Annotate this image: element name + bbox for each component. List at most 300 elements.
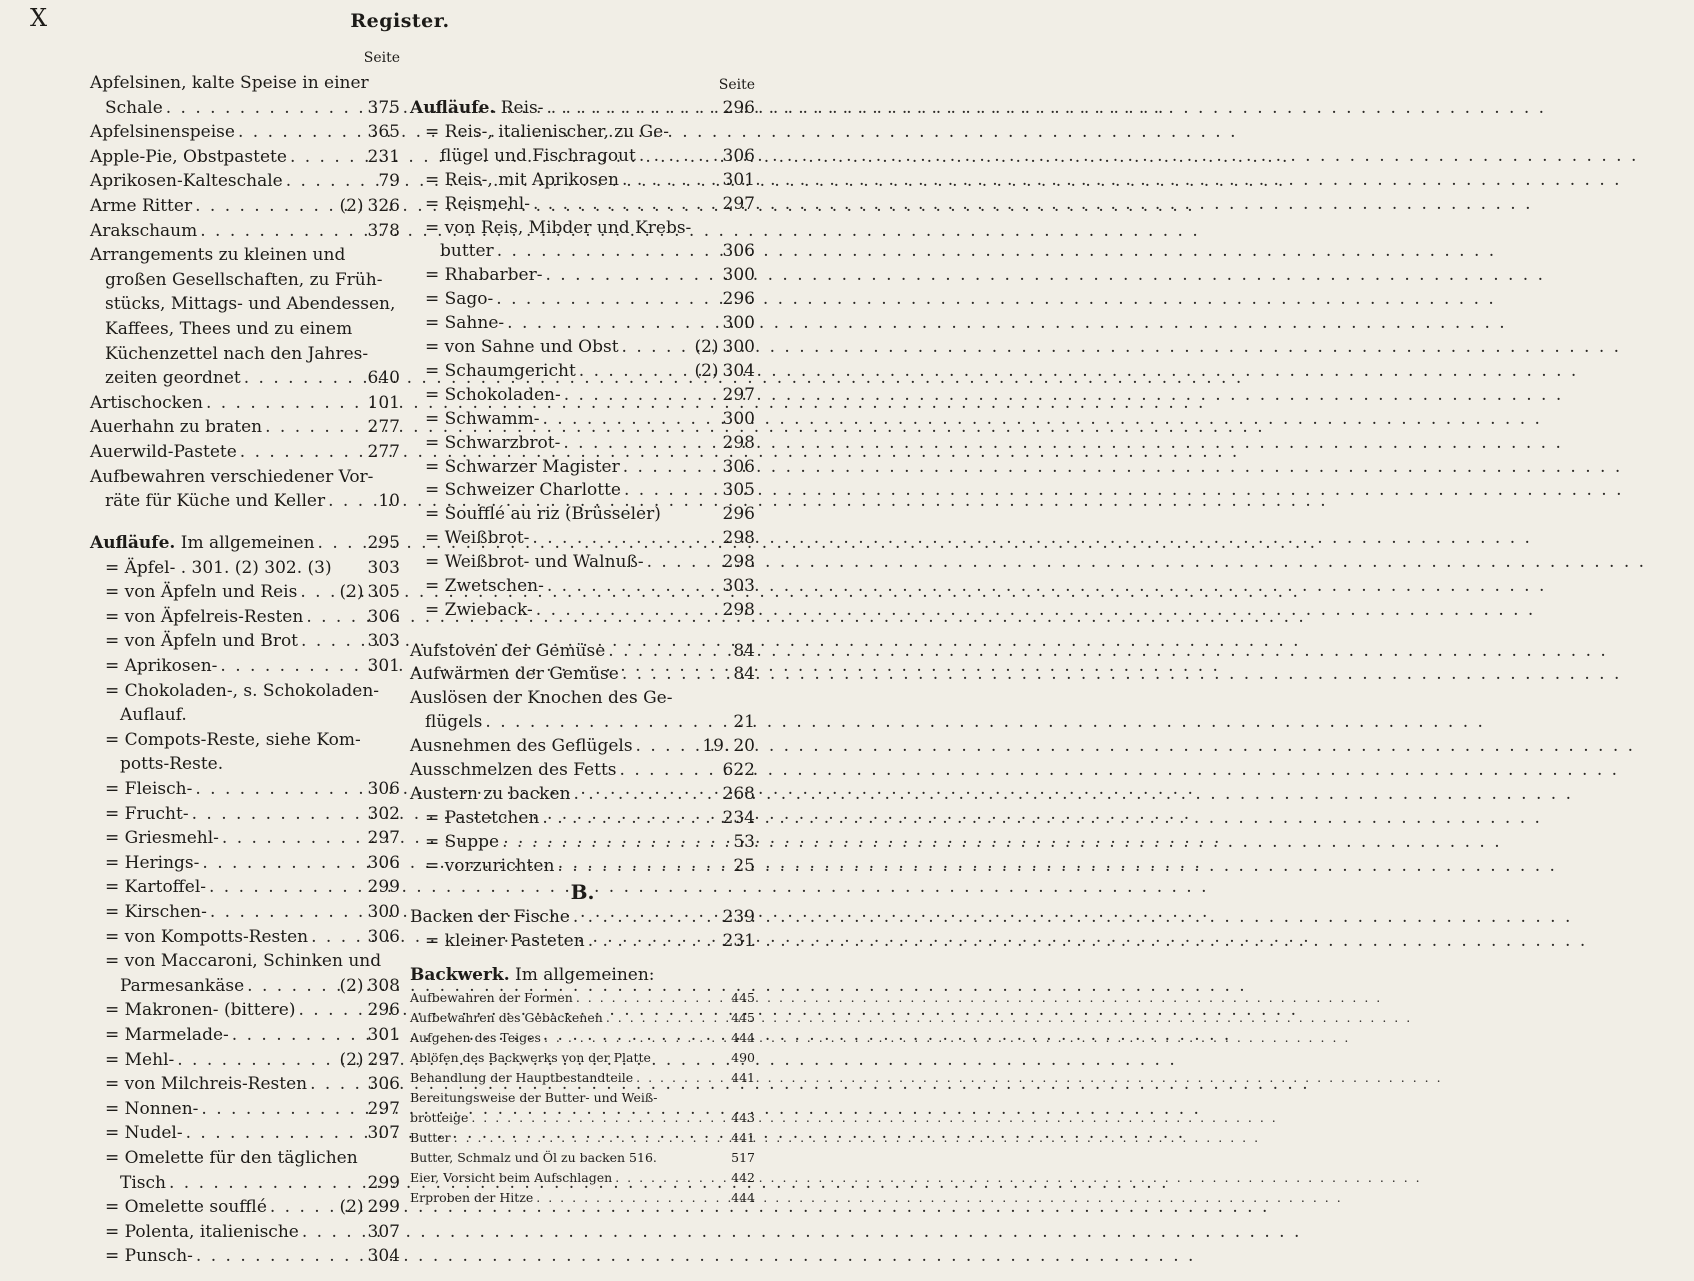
page-number: 365 bbox=[367, 122, 400, 143]
dot-leader bbox=[195, 777, 364, 802]
page-number: 20 bbox=[733, 736, 755, 757]
dot-leader bbox=[636, 735, 700, 759]
page-number: 302 bbox=[367, 803, 400, 824]
entry-text: = Weißbrot- und Walnuß- bbox=[425, 552, 644, 573]
entry-text: Apfelsinen, kalte Speise in einer bbox=[90, 73, 369, 93]
page-number: 53 bbox=[733, 831, 755, 852]
index-entry bbox=[90, 826, 400, 851]
page-number: 640 bbox=[367, 368, 400, 389]
index-entry bbox=[90, 679, 400, 704]
entry-text: = Chokoladen-, s. Schokoladen- bbox=[105, 680, 380, 701]
index-entry bbox=[410, 640, 755, 664]
page-number: 300 bbox=[722, 313, 755, 334]
dot-leader bbox=[166, 96, 365, 121]
dot-leader bbox=[222, 826, 365, 851]
page-number: 84 bbox=[733, 640, 755, 661]
entry-text: stücks, Mittags- und Abendessen, bbox=[105, 294, 396, 315]
index-entry bbox=[90, 1121, 400, 1146]
index-entry bbox=[90, 71, 400, 96]
index-entry bbox=[90, 292, 400, 317]
entry-text: = von Sahne und Obst bbox=[425, 337, 619, 357]
entry-text: = Schweizer Charlotte bbox=[425, 480, 621, 501]
dot-leader bbox=[636, 1068, 728, 1088]
dot-leader bbox=[265, 415, 364, 440]
entry-text: Arme Ritter bbox=[90, 196, 193, 216]
dot-leader bbox=[220, 654, 364, 679]
entry-text: = Pastetchen bbox=[425, 807, 540, 828]
entry-text: = Reismehl- bbox=[425, 193, 530, 214]
page-number: 277 bbox=[367, 417, 400, 438]
page-column-heading: Seite bbox=[718, 77, 755, 93]
page-number: 308 bbox=[367, 975, 400, 996]
dot-leader bbox=[302, 1220, 365, 1245]
dot-leader bbox=[576, 988, 728, 1008]
register-page bbox=[0, 0, 800, 1281]
page-number: 299 bbox=[367, 877, 400, 898]
page-number: 306 bbox=[722, 241, 755, 262]
index-entry bbox=[90, 1195, 400, 1220]
dot-leader bbox=[544, 1028, 728, 1048]
page-number: 299 bbox=[367, 1197, 400, 1218]
entry-text: Aprikosen-Kalteschale bbox=[90, 171, 283, 192]
entry-subtext: Im allgemeinen: bbox=[509, 964, 655, 985]
index-entry bbox=[410, 336, 755, 360]
index-entry bbox=[90, 998, 400, 1023]
index-entry bbox=[410, 988, 755, 1008]
index-entry bbox=[90, 875, 400, 900]
index-entry bbox=[410, 575, 755, 599]
entry-heading: Aufläufe. bbox=[90, 533, 176, 554]
dot-leader bbox=[564, 384, 720, 408]
entry-text: Kaffees, Thees und zu einem bbox=[105, 319, 353, 339]
entry-text: = Soufflé au riz (Brüsseler) bbox=[425, 504, 661, 525]
entry-text: = von Äpfelreis-Resten bbox=[105, 606, 304, 627]
index-entry bbox=[410, 663, 755, 687]
entry-text: Aufgehen des Teiges bbox=[410, 1029, 541, 1045]
index-entry bbox=[90, 1072, 400, 1097]
entry-text: = von Kompotts-Resten bbox=[105, 926, 309, 947]
dot-leader bbox=[192, 802, 365, 827]
page-number: 231 bbox=[722, 931, 755, 952]
dot-leader bbox=[301, 629, 365, 654]
dot-leader bbox=[507, 312, 719, 336]
entry-text: Behandlung der Hauptbestandteile bbox=[410, 1069, 634, 1085]
page-number: 297 bbox=[367, 1049, 400, 1070]
dot-leader bbox=[196, 1244, 365, 1269]
page-number: 445 bbox=[731, 989, 755, 1005]
index-entry bbox=[410, 930, 755, 954]
entry-note: (2) bbox=[339, 196, 364, 216]
entry-text: brotteige bbox=[410, 1109, 469, 1125]
entry-text: Butter bbox=[410, 1129, 451, 1145]
index-entry bbox=[90, 1171, 400, 1196]
page-number: 441 bbox=[731, 1069, 755, 1085]
page-number: 306 bbox=[722, 456, 755, 477]
index-entry bbox=[90, 219, 400, 244]
index-entry bbox=[90, 949, 400, 974]
index-entry bbox=[90, 974, 400, 999]
entry-text: = Kirschen- bbox=[105, 902, 207, 923]
page-number: 295 bbox=[367, 533, 400, 554]
dot-leader bbox=[318, 531, 365, 556]
entry-text: = Suppe bbox=[425, 831, 500, 852]
entry-text: = Fleisch- bbox=[105, 779, 193, 800]
page-number: 303 bbox=[367, 631, 400, 652]
page-number: 444 bbox=[731, 1029, 755, 1045]
dot-leader bbox=[502, 831, 730, 855]
entry-text: = Sago- bbox=[425, 289, 494, 310]
dot-leader bbox=[232, 1023, 365, 1048]
page-number: 326 bbox=[367, 196, 400, 216]
index-entry bbox=[90, 1097, 400, 1122]
dot-leader bbox=[169, 1171, 365, 1196]
dot-leader bbox=[557, 855, 730, 879]
index-entry bbox=[90, 489, 400, 514]
entry-text: = Omelette soufflé bbox=[105, 1197, 267, 1218]
page-number: 301 bbox=[367, 1025, 400, 1046]
page-number: 378 bbox=[367, 220, 400, 241]
entry-text: = Compots-Reste, siehe Kom- bbox=[105, 729, 361, 750]
entry-text: Parmesankäse bbox=[120, 975, 245, 996]
index-entry bbox=[410, 288, 755, 312]
index-entry bbox=[410, 432, 755, 456]
entry-text: = Punsch- bbox=[105, 1246, 193, 1267]
index-entry bbox=[90, 654, 400, 679]
dot-leader bbox=[497, 240, 720, 264]
index-entry bbox=[90, 317, 400, 342]
page-number: 231 bbox=[367, 146, 400, 167]
dot-leader bbox=[639, 145, 720, 169]
page-number: 297 bbox=[722, 384, 755, 405]
page-number: 84 bbox=[733, 664, 755, 685]
entry-text: = Sahne- bbox=[425, 313, 505, 334]
dot-leader bbox=[328, 489, 375, 514]
index-entry bbox=[410, 1128, 755, 1148]
index-entry bbox=[90, 703, 400, 728]
entry-heading: Aufläufe. bbox=[410, 98, 496, 118]
dot-leader bbox=[623, 456, 720, 480]
dot-leader bbox=[471, 1108, 728, 1128]
index-entry bbox=[410, 193, 755, 217]
dot-leader bbox=[206, 391, 365, 416]
entry-text: = Zwieback- bbox=[425, 599, 533, 620]
page-number: 296 bbox=[367, 1000, 400, 1021]
dot-leader bbox=[238, 120, 365, 145]
page-number: 79 bbox=[378, 171, 400, 192]
entry-text: = Polenta, italienische bbox=[105, 1221, 299, 1242]
entry-text: = Marmelade- bbox=[105, 1025, 229, 1046]
page-number: 306 bbox=[367, 779, 400, 800]
index-entry bbox=[410, 711, 755, 735]
page-number: 296 bbox=[722, 98, 755, 118]
index-entry bbox=[410, 735, 755, 759]
page-number: 101 bbox=[367, 392, 400, 413]
index-entry bbox=[90, 605, 400, 630]
page-number: 303 bbox=[367, 557, 400, 578]
index-entry bbox=[410, 687, 755, 711]
index-entry bbox=[90, 802, 400, 827]
dot-leader bbox=[546, 264, 720, 288]
index-entry bbox=[410, 855, 755, 879]
entry-text: Butter, Schmalz und Öl zu backen 516. bbox=[410, 1149, 657, 1165]
entry-note: (2) bbox=[339, 975, 364, 996]
index-entry bbox=[90, 728, 400, 753]
index-entry bbox=[90, 1244, 400, 1269]
entry-text: = Reis-, mit Aprikosen bbox=[425, 169, 620, 190]
page-number: 296 bbox=[722, 289, 755, 310]
index-entry bbox=[410, 783, 755, 807]
entry-text: Auerwild-Pastete bbox=[90, 442, 237, 462]
page-number: 307 bbox=[367, 1221, 400, 1242]
section-letter: B. bbox=[570, 879, 595, 904]
index-entry bbox=[410, 759, 755, 783]
page-number: 303 bbox=[722, 576, 755, 596]
page-number: 306 bbox=[367, 852, 400, 873]
dot-leader bbox=[532, 527, 719, 551]
entry-text: großen Gesellschaften, zu Früh- bbox=[105, 269, 383, 290]
index-entry bbox=[90, 629, 400, 654]
dot-leader bbox=[247, 974, 336, 999]
page-number: 301 bbox=[367, 656, 400, 677]
dot-leader bbox=[298, 998, 364, 1023]
dot-leader bbox=[536, 1188, 728, 1208]
index-entry bbox=[90, 900, 400, 925]
page-number: 622 bbox=[722, 760, 755, 781]
entry-text: = von Milchreis-Resten bbox=[105, 1074, 308, 1095]
index-entry bbox=[410, 456, 755, 480]
entry-heading: Backwerk. bbox=[410, 964, 510, 985]
entry-text: Aufbewahren der Formen bbox=[410, 989, 573, 1005]
entry-text: = Schokoladen- bbox=[425, 384, 561, 405]
page-number: 297 bbox=[722, 193, 755, 214]
index-entry bbox=[90, 268, 400, 293]
dot-leader bbox=[573, 906, 720, 930]
page-number: 297 bbox=[367, 828, 400, 849]
page-number: 239 bbox=[722, 907, 755, 928]
page-number: 305 bbox=[722, 480, 755, 501]
dot-leader bbox=[547, 575, 720, 599]
page-number: 268 bbox=[722, 783, 755, 804]
dot-leader bbox=[496, 288, 719, 312]
page-number: 305 bbox=[367, 582, 400, 603]
page-number: 21 bbox=[733, 712, 755, 733]
index-entry bbox=[90, 1023, 400, 1048]
entry-text: = kleiner Pasteten bbox=[425, 931, 585, 952]
index-entry bbox=[410, 264, 755, 288]
page-number: 296 bbox=[722, 504, 755, 525]
page-number: 300 bbox=[367, 902, 400, 923]
dot-leader bbox=[573, 783, 719, 807]
index-entry bbox=[410, 479, 755, 503]
entry-text bbox=[90, 531, 315, 556]
index-entry bbox=[410, 1048, 755, 1068]
entry-text: Artischocken bbox=[90, 392, 203, 413]
dot-leader bbox=[270, 1195, 337, 1220]
page-number: 441 bbox=[731, 1129, 755, 1145]
page-number: 375 bbox=[367, 97, 400, 118]
entry-text: Ausnehmen des Geflügels bbox=[410, 736, 633, 757]
entry-text: räte für Küche und Keller bbox=[105, 491, 326, 512]
index-entry bbox=[90, 243, 400, 268]
dot-leader bbox=[310, 1072, 364, 1097]
page-number: 306 bbox=[367, 1074, 400, 1095]
dot-leader bbox=[620, 759, 720, 783]
dot-leader bbox=[195, 194, 336, 219]
index-entry bbox=[410, 906, 755, 930]
entry-text: Backen der Fische bbox=[410, 907, 570, 928]
page-number: 306 bbox=[367, 926, 400, 947]
entry-note: (2) bbox=[339, 1049, 364, 1070]
index-entry bbox=[410, 97, 755, 121]
dot-leader bbox=[177, 1048, 336, 1073]
page-number: 10 bbox=[378, 491, 400, 512]
page-title: Register. bbox=[350, 10, 450, 32]
entry-note: (2) bbox=[694, 360, 719, 381]
entry-text: = Nudel- bbox=[105, 1123, 183, 1144]
entry-note: (2) bbox=[339, 1197, 364, 1218]
entry-text: Aufstoven der Gemüse bbox=[410, 640, 606, 661]
page-number: 298 bbox=[722, 599, 755, 620]
index-entry bbox=[90, 96, 400, 121]
entry-text: Aufbewahren des Gebackenen bbox=[410, 1009, 603, 1025]
index-entry bbox=[90, 752, 400, 777]
index-entry bbox=[410, 807, 755, 831]
entry-text: = Zwetschen- bbox=[425, 576, 544, 596]
index-entry bbox=[410, 1188, 755, 1208]
page-number: 301 bbox=[722, 169, 755, 190]
page-number: 307 bbox=[367, 1123, 400, 1144]
dot-leader bbox=[622, 336, 692, 360]
index-entry bbox=[90, 120, 400, 145]
entry-note: (2) bbox=[339, 582, 364, 603]
index-entry bbox=[90, 342, 400, 367]
entry-text: butter bbox=[440, 241, 494, 262]
index-entry bbox=[410, 1168, 755, 1188]
index-entry bbox=[410, 551, 755, 575]
index-entry bbox=[90, 415, 400, 440]
index-entry bbox=[90, 440, 400, 465]
index-entry bbox=[90, 1146, 400, 1171]
entry-text: = vorzurichten bbox=[425, 855, 555, 876]
entry-text: Apfelsinenspeise bbox=[90, 122, 235, 143]
index-entry bbox=[90, 465, 400, 490]
index-entry bbox=[410, 384, 755, 408]
entry-text: Auflauf. bbox=[120, 705, 187, 726]
index-entry bbox=[410, 1108, 755, 1128]
page-number: 300 bbox=[722, 408, 755, 429]
entry-text: = Herings- bbox=[105, 852, 200, 873]
entry-text: Auerhahn zu braten bbox=[90, 417, 263, 438]
entry-text bbox=[410, 97, 544, 121]
entry-text: = Mehl- bbox=[105, 1049, 175, 1070]
dot-leader bbox=[186, 1121, 365, 1146]
dot-leader bbox=[542, 408, 719, 432]
dot-leader bbox=[240, 440, 365, 465]
index-entry bbox=[410, 121, 755, 145]
entry-note: (2) bbox=[694, 337, 719, 357]
index-entry bbox=[90, 531, 400, 556]
page-number: 304 bbox=[367, 1246, 400, 1267]
page-number: 277 bbox=[367, 442, 400, 462]
entry-text: zeiten geordnet bbox=[105, 368, 241, 389]
page-number: 306 bbox=[722, 145, 755, 166]
entry-text: Aufwärmen der Gemüse bbox=[410, 664, 619, 685]
entry-text: = Schwarzer Magister bbox=[425, 456, 620, 477]
entry-text: Austern zu backen bbox=[410, 783, 571, 804]
index-entry bbox=[410, 1148, 755, 1168]
entry-text: Schale bbox=[105, 97, 163, 118]
entry-text: Aufbewahren verschiedener Vor- bbox=[90, 466, 374, 487]
entry-subtext: Reis- bbox=[495, 98, 544, 118]
index-entry bbox=[410, 312, 755, 336]
index-entry bbox=[410, 1028, 755, 1048]
entry-text: Apple-Pie, Obstpastete bbox=[90, 146, 287, 167]
dot-leader bbox=[615, 1168, 728, 1188]
page-number: 445 bbox=[731, 1009, 755, 1025]
index-entry bbox=[410, 1068, 755, 1088]
page-number-mark: X bbox=[30, 4, 48, 32]
index-entry bbox=[90, 777, 400, 802]
index-entry bbox=[90, 851, 400, 876]
entry-text: Eier, Vorsicht beim Aufschlagen bbox=[410, 1169, 613, 1185]
entry-text: flügel und Fischragout bbox=[440, 145, 636, 166]
entry-text: = von Äpfeln und Brot bbox=[105, 631, 299, 652]
dot-leader bbox=[608, 640, 730, 664]
page-number: 25 bbox=[733, 855, 755, 876]
dot-leader bbox=[579, 360, 692, 384]
page-number: 234 bbox=[722, 807, 755, 828]
page-number: 442 bbox=[731, 1169, 755, 1185]
index-entry bbox=[90, 145, 400, 170]
index-entry bbox=[90, 580, 400, 605]
dot-leader bbox=[647, 551, 720, 575]
page-number: 490 bbox=[731, 1049, 755, 1065]
entry-text: Erproben der Hitze bbox=[410, 1189, 534, 1205]
dot-leader bbox=[485, 711, 730, 735]
dot-leader bbox=[306, 605, 364, 630]
index-entry bbox=[410, 964, 755, 988]
entry-text: = Rhabarber- bbox=[425, 265, 543, 286]
page-number: 444 bbox=[731, 1189, 755, 1205]
dot-leader bbox=[536, 599, 720, 623]
dot-leader bbox=[290, 145, 365, 170]
dot-leader bbox=[542, 807, 719, 831]
index-entry bbox=[90, 556, 400, 581]
entry-text: flügels bbox=[425, 712, 483, 733]
entry-text: Arrangements zu kleinen und bbox=[90, 245, 346, 266]
entry-text: = Nonnen- bbox=[105, 1098, 199, 1119]
entry-text: potts-Reste. bbox=[120, 754, 224, 775]
dot-leader bbox=[624, 479, 720, 503]
page-column-heading: Seite bbox=[363, 50, 400, 66]
page-number: 517 bbox=[731, 1149, 755, 1165]
entry-text: Auslösen der Knochen des Ge- bbox=[410, 688, 673, 709]
page-number: 443 bbox=[731, 1109, 755, 1125]
index-entry bbox=[90, 169, 400, 194]
entry-text: Ablöfen des Backwerks von der Platte bbox=[410, 1049, 651, 1065]
entry-text: Ausschmelzen des Fetts bbox=[410, 760, 617, 781]
page-number: 299 bbox=[367, 1172, 400, 1193]
entry-text: Tisch bbox=[120, 1172, 166, 1193]
entry-text: = Weißbrot- bbox=[425, 528, 530, 549]
index-entry bbox=[90, 925, 400, 950]
index-entry bbox=[410, 145, 755, 169]
entry-note: 19. bbox=[702, 736, 730, 757]
page-number: 304 bbox=[722, 360, 755, 381]
dot-leader bbox=[286, 169, 376, 194]
entry-subtext: Im allgemeinen bbox=[175, 533, 315, 554]
dot-leader bbox=[202, 851, 364, 876]
